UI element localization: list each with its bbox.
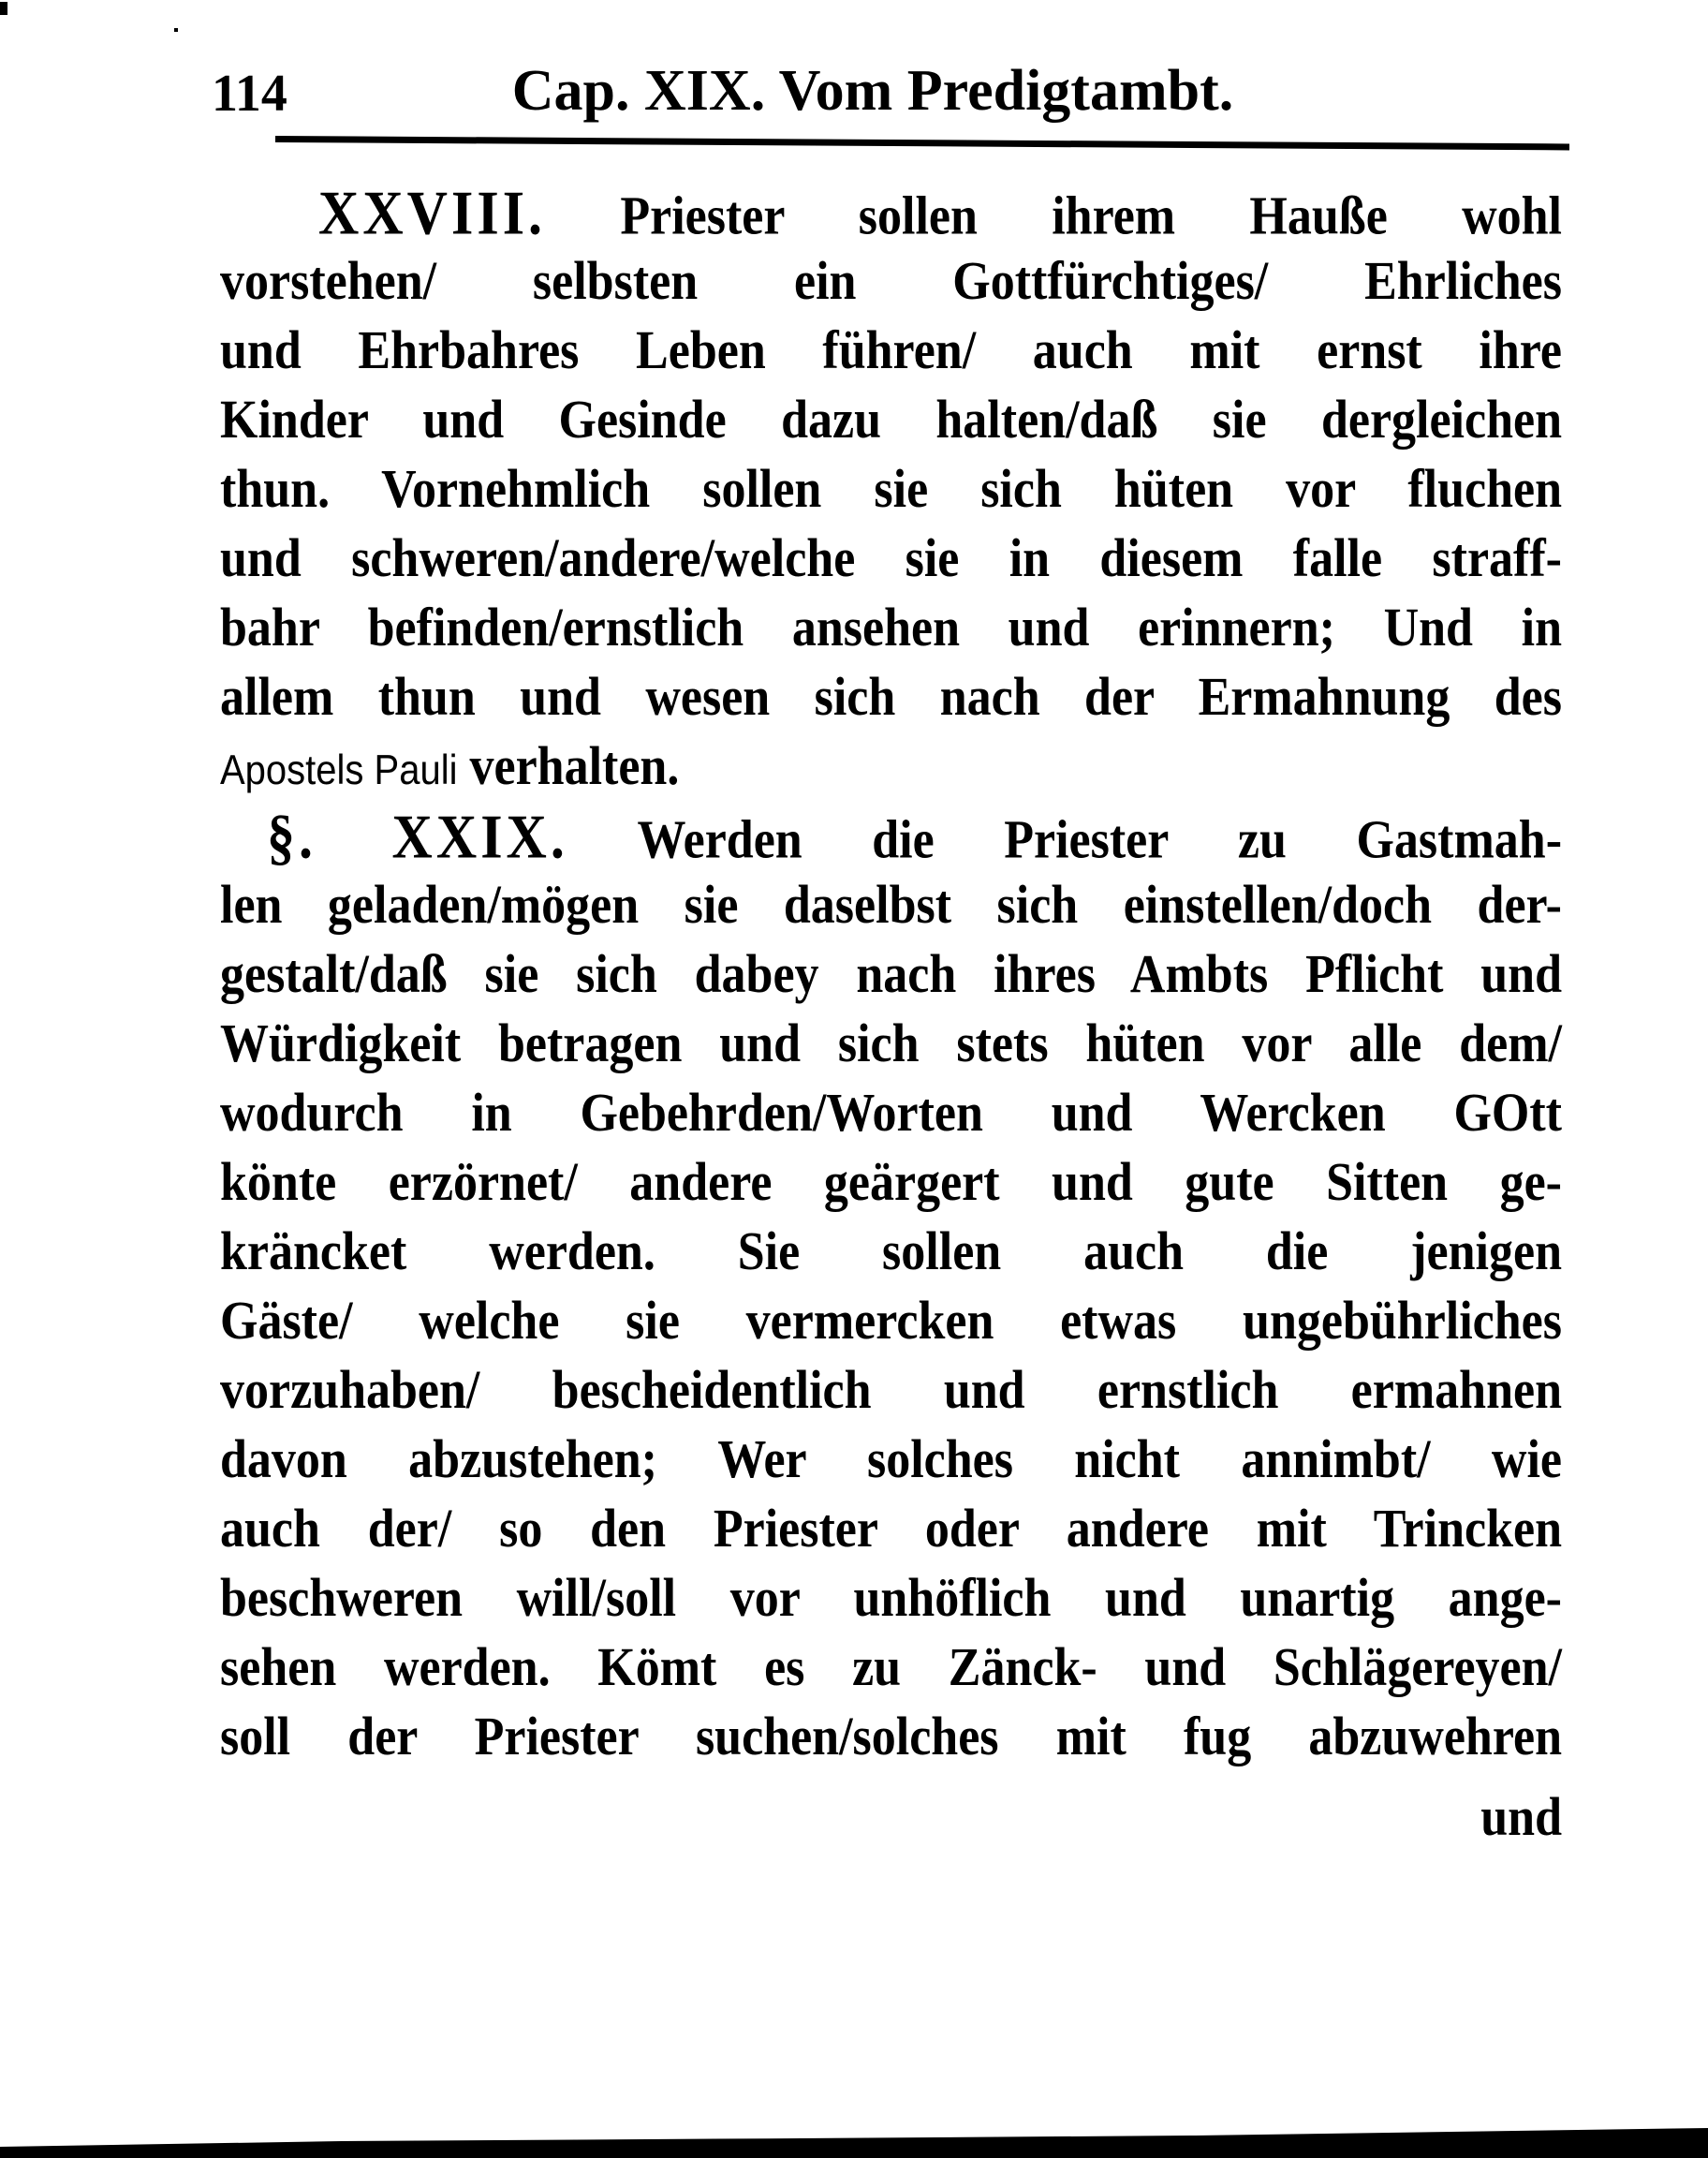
body-text	[220, 178, 1562, 1853]
text-line	[220, 313, 1562, 391]
line-text: gestalt/daß sie sich dabey nach ihres Ambts Pflicht und	[220, 944, 1562, 1005]
line-text: vorzuhaben/ bescheidentlich und ernstlich ermahnen	[220, 1360, 1562, 1421]
text-line	[220, 1422, 1562, 1500]
line-text: soll der Priester suchen/solches mit fug abzuwehren	[220, 1707, 1562, 1767]
line-text: beschweren will/soll vor unhöflich und unartig ange-	[220, 1568, 1562, 1629]
text-line	[220, 937, 1562, 1014]
text-line	[220, 1145, 1562, 1222]
text-line	[220, 1630, 1562, 1707]
line-text: Würdigkeit betragen und sich stets hüten vor alle dem/	[220, 1013, 1562, 1074]
catchword: und	[1480, 1787, 1562, 1848]
text-line	[220, 867, 1562, 945]
text-line	[220, 244, 1562, 321]
text-line	[220, 174, 1562, 252]
text-line	[220, 590, 1562, 668]
text-line	[220, 382, 1562, 460]
text-line	[220, 798, 1562, 876]
line-text: thun. Vornehmlich sollen sie sich hüten vor fluchen	[220, 459, 1562, 520]
text-line	[220, 1075, 1562, 1153]
line-text: kräncket werden. Sie sollen auch die jenigen	[220, 1221, 1562, 1282]
text-line	[220, 1214, 1562, 1292]
line-text: Kinder und Gesinde dazu halten/daß sie dergleichen	[220, 390, 1562, 451]
line-text: verhalten.	[469, 736, 680, 797]
line-text: bahr befinden/ernstlich ansehen und erinnern; Und in	[220, 598, 1562, 658]
line-text: könte erzörnet/ andere geärgert und gute Sitten ge-	[220, 1152, 1562, 1213]
section-number: §. XXIX.	[267, 802, 568, 871]
text-line	[220, 729, 1562, 806]
line-text: len geladen/mögen sie daselbst sich einstellen/doch der-	[220, 875, 1562, 936]
section-number: XXVIII.	[318, 178, 547, 247]
line-text: allem thun und wesen sich nach der Ermahnung des	[220, 667, 1562, 728]
line-text: sehen werden. Kömt es zu Zänck- und Schlägereyen/	[220, 1637, 1562, 1698]
text-line	[220, 521, 1562, 599]
line-text: und Ehrbahres Leben führen/ auch mit ernst ihre	[220, 320, 1562, 381]
line-text: Priester sollen ihrem Hauße wohl	[620, 186, 1562, 246]
header-rule	[275, 136, 1569, 150]
scan-speck	[0, 2, 7, 15]
line-text: wodurch in Gebehrden/Worten und Wercken GOtt	[220, 1083, 1562, 1144]
running-title: Cap. XIX. Vom Predigtambt.	[511, 59, 1234, 123]
text-line	[220, 1699, 1562, 1777]
text-line	[220, 1560, 1562, 1638]
text-line	[220, 1283, 1562, 1361]
scan-speck	[174, 28, 178, 32]
text-line	[220, 659, 1562, 737]
page-number: 114	[212, 65, 287, 123]
line-text: Gäste/ welche sie vermercken etwas ungebührliches	[220, 1291, 1562, 1352]
scan-bottom-edge	[0, 2121, 1708, 2158]
text-line	[220, 1006, 1562, 1084]
line-text: Werden die Priester zu Gastmah-	[637, 810, 1563, 870]
line-text: und schweren/andere/welche sie in diesem falle straff-	[220, 528, 1562, 589]
text-line	[220, 1491, 1562, 1569]
line-text: auch der/ so den Priester oder andere mit Trincken	[220, 1499, 1562, 1559]
latin-name: Apostels Pauli	[220, 746, 458, 793]
line-text: vorstehen/ selbsten ein Gottfürchtiges/ Ehrliches	[220, 251, 1562, 312]
line-text: davon abzustehen; Wer solches nicht annimbt/ wie	[220, 1429, 1562, 1490]
text-line	[220, 451, 1562, 529]
text-line	[220, 1352, 1562, 1430]
